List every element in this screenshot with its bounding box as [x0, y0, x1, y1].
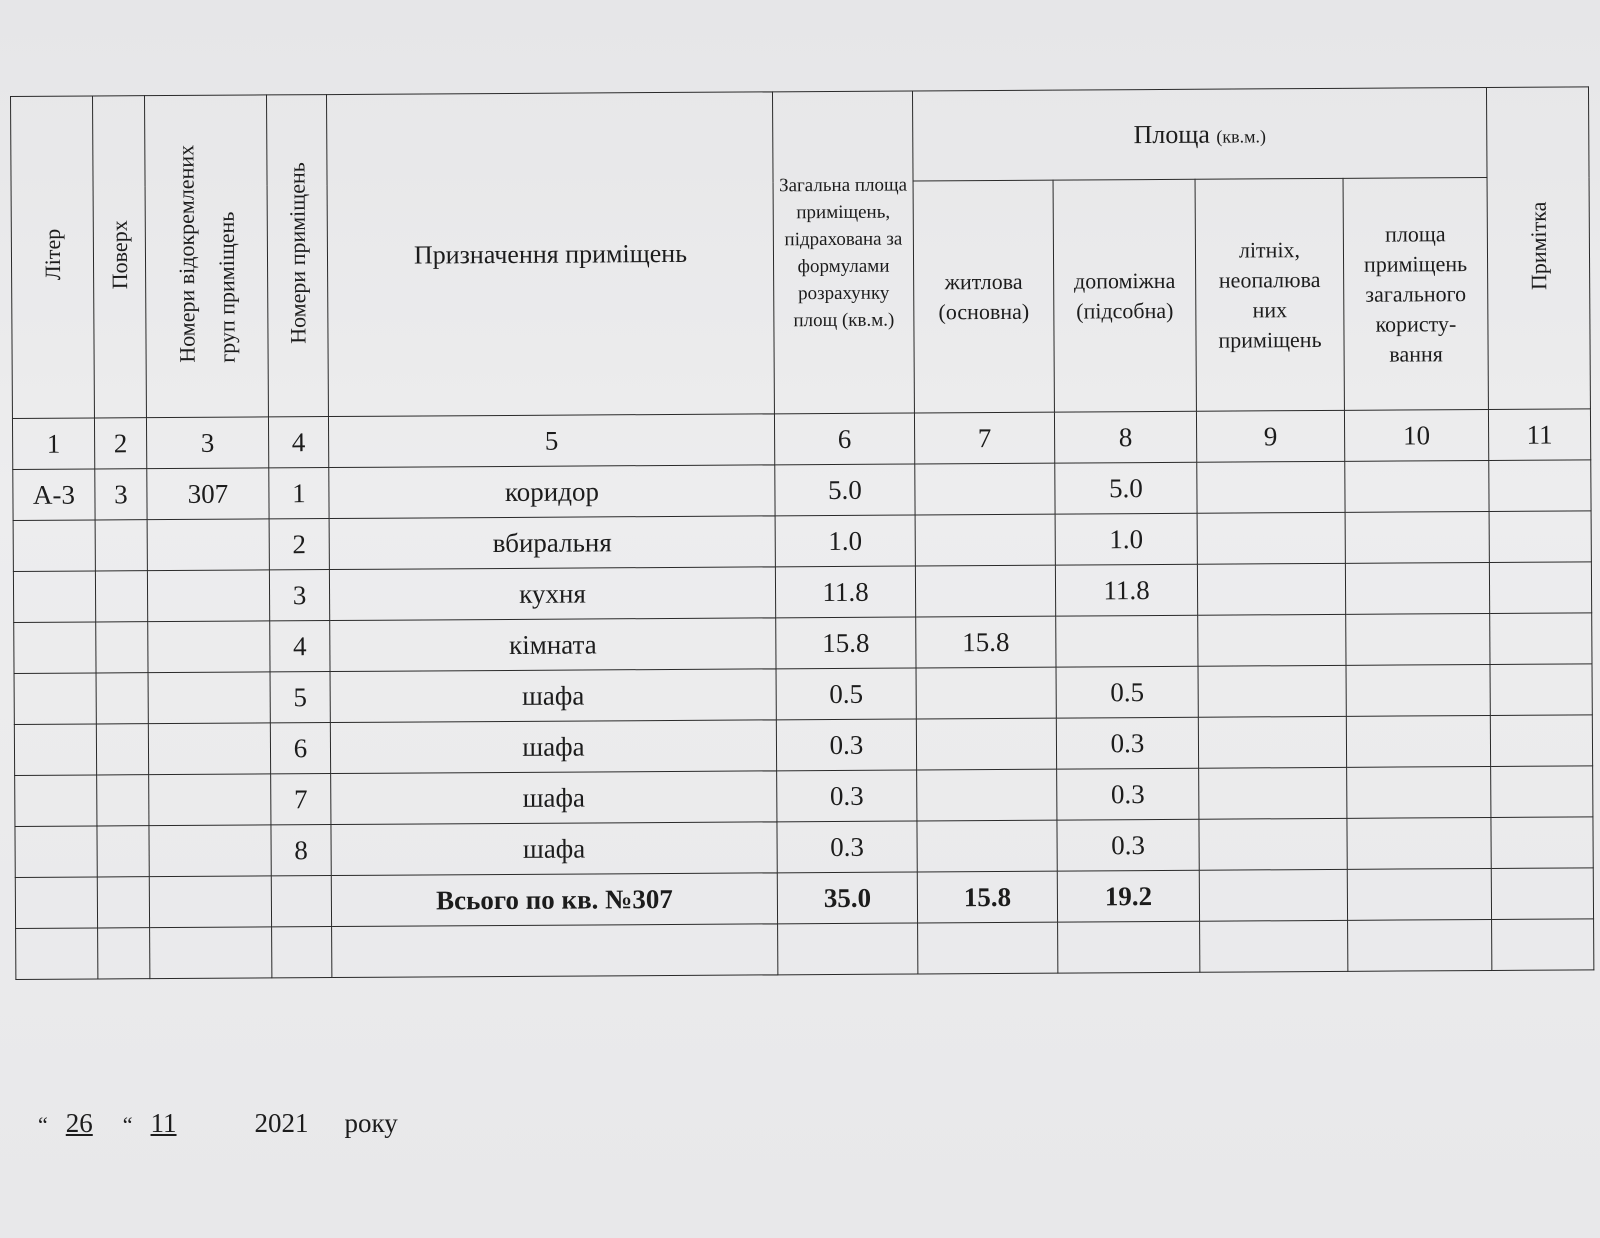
empty-row: [16, 919, 1594, 980]
auxiliary-area-cell: 0.3: [1057, 819, 1199, 871]
common-area-cell: [1347, 817, 1491, 869]
room-purpose-cell: шафа: [330, 720, 776, 774]
living-area-cell: [915, 565, 1055, 617]
room-number-cell: 4: [270, 621, 330, 672]
header-purpose: Призначення приміщень: [326, 92, 774, 417]
summer-area-cell: [1197, 461, 1345, 513]
liter-cell: [15, 775, 97, 827]
room-number-cell: 1: [269, 468, 329, 519]
note-cell: [1489, 562, 1591, 614]
total-area-cell: 1.0: [775, 515, 915, 567]
header-living-area: житлова (основна): [913, 180, 1054, 413]
header-summer-area: літніх, неопалюва них приміщень: [1195, 178, 1344, 411]
floor-cell: [96, 622, 148, 673]
summer-area-cell: [1199, 767, 1347, 819]
note-cell: [1491, 817, 1593, 869]
room-purpose-cell: кухня: [329, 567, 775, 621]
column-number: 7: [914, 412, 1054, 464]
group-number-cell: [148, 723, 270, 775]
group-number-cell: [149, 825, 271, 877]
liter-cell: [14, 724, 96, 775]
liter-cell: [14, 673, 96, 724]
room-purpose-cell: кімната: [330, 618, 776, 672]
auxiliary-area-cell: 5.0: [1055, 462, 1197, 514]
total-area-cell: 5.0: [775, 464, 915, 516]
year-word: року: [344, 1108, 398, 1138]
header-auxiliary-area: допоміжна (підсобна): [1053, 179, 1196, 412]
summer-area-cell: [1197, 512, 1345, 564]
note-cell: [1491, 766, 1593, 818]
column-number: 11: [1488, 409, 1590, 461]
floor-cell: 3: [95, 469, 147, 520]
note-cell: [1490, 664, 1592, 716]
living-area-cell: [917, 769, 1057, 821]
living-area-cell: [916, 667, 1056, 719]
summer-area-cell: [1198, 716, 1346, 768]
floor-cell: [97, 826, 149, 877]
auxiliary-area-sum: 19.2: [1057, 870, 1199, 922]
column-number: 1: [12, 418, 94, 469]
group-number-cell: [149, 774, 271, 826]
column-number: 6: [774, 413, 914, 465]
column-number: 8: [1054, 411, 1196, 463]
group-number-cell: [148, 621, 270, 673]
total-area-cell: 0.3: [776, 719, 916, 771]
floor-cell: [95, 571, 147, 622]
date-footer: [38, 1108, 398, 1139]
header-floor: Поверх: [93, 96, 147, 418]
auxiliary-area-cell: 0.3: [1056, 717, 1198, 769]
column-number: 5: [328, 414, 774, 468]
open-quote: “: [38, 1112, 48, 1137]
living-area-cell: [915, 463, 1055, 515]
floor-cell: [95, 520, 147, 571]
inventory-sheet: [10, 86, 1596, 1021]
group-number-cell: [147, 519, 269, 571]
total-area-cell: 11.8: [775, 566, 915, 618]
common-area-cell: [1346, 613, 1490, 665]
living-area-sum: 15.8: [917, 871, 1057, 923]
auxiliary-area-cell: 0.5: [1056, 666, 1198, 718]
room-purpose-cell: шафа: [331, 771, 777, 825]
total-area-cell: 0.3: [777, 770, 917, 822]
column-number: 3: [146, 417, 268, 469]
room-number-cell: 3: [269, 570, 329, 621]
liter-cell: [15, 826, 97, 877]
auxiliary-area-cell: 0.3: [1057, 768, 1199, 820]
room-number-cell: 6: [270, 723, 330, 774]
room-purpose-cell: вбиральня: [329, 516, 775, 570]
common-area-cell: [1346, 664, 1490, 716]
room-number-cell: 5: [270, 672, 330, 723]
room-number-cell: 7: [271, 774, 331, 825]
close-quote: “: [122, 1112, 133, 1137]
column-number: 2: [94, 418, 146, 469]
column-number: 9: [1196, 410, 1344, 462]
common-area-cell: [1345, 460, 1489, 512]
room-purpose-cell: шафа: [330, 669, 776, 723]
column-number: 10: [1344, 409, 1488, 461]
summer-area-cell: [1198, 614, 1346, 666]
room-number-cell: 2: [269, 519, 329, 570]
summer-area-cell: [1199, 818, 1347, 870]
group-number-cell: 307: [147, 468, 269, 520]
living-area-cell: [917, 820, 1057, 872]
header-common-area: площа приміщень загального користу- вання: [1343, 177, 1488, 410]
liter-cell: [13, 520, 95, 572]
date-day: 26: [65, 1108, 93, 1138]
note-cell: [1490, 613, 1592, 665]
living-area-cell: [915, 514, 1055, 566]
common-area-cell: [1347, 766, 1491, 818]
auxiliary-area-cell: 1.0: [1055, 513, 1197, 565]
group-number-cell: [147, 570, 269, 622]
room-purpose-cell: шафа: [331, 822, 777, 876]
living-area-cell: 15.8: [916, 616, 1056, 668]
common-area-cell: [1346, 715, 1490, 767]
room-number-cell: 8: [271, 825, 331, 876]
total-area-cell: 15.8: [776, 617, 916, 669]
header-liter: Літер: [11, 96, 95, 418]
room-purpose-cell: коридор: [329, 465, 775, 519]
common-area-cell: [1345, 562, 1489, 614]
summer-area-cell: [1197, 563, 1345, 615]
header-group-numbers: Номери відокремлених груп приміщень: [145, 95, 269, 418]
column-number: 4: [268, 417, 328, 468]
liter-cell: [14, 622, 96, 673]
note-cell: [1490, 715, 1592, 767]
header-total-area: Загальна площа приміщень, підрахована за формулами розрахунку площ (кв.м.): [772, 91, 914, 414]
floor-cell: [96, 673, 148, 724]
room-area-table: [10, 86, 1594, 980]
liter-cell: [13, 571, 95, 622]
auxiliary-area-cell: 11.8: [1055, 564, 1197, 616]
total-area-cell: 0.3: [777, 821, 917, 873]
summer-area-cell: [1198, 665, 1346, 717]
date-month: 11: [150, 1108, 177, 1138]
group-number-cell: [148, 672, 270, 724]
living-area-cell: [916, 718, 1056, 770]
auxiliary-area-cell: [1056, 615, 1198, 667]
total-area-sum: 35.0: [777, 872, 917, 924]
date-year: 2021: [254, 1108, 309, 1138]
floor-cell: [96, 724, 148, 775]
note-cell: [1489, 460, 1591, 512]
liter-cell: А-3: [13, 469, 95, 520]
header-room-numbers: Номери приміщень: [266, 95, 328, 417]
header-note: Примітка: [1486, 87, 1590, 410]
total-area-cell: 0.5: [776, 668, 916, 720]
common-area-cell: [1345, 511, 1489, 563]
total-label: Всього по кв. №307: [331, 873, 777, 927]
header-area-group: Площа (кв.м.): [912, 87, 1487, 181]
note-cell: [1489, 511, 1591, 563]
floor-cell: [97, 775, 149, 826]
